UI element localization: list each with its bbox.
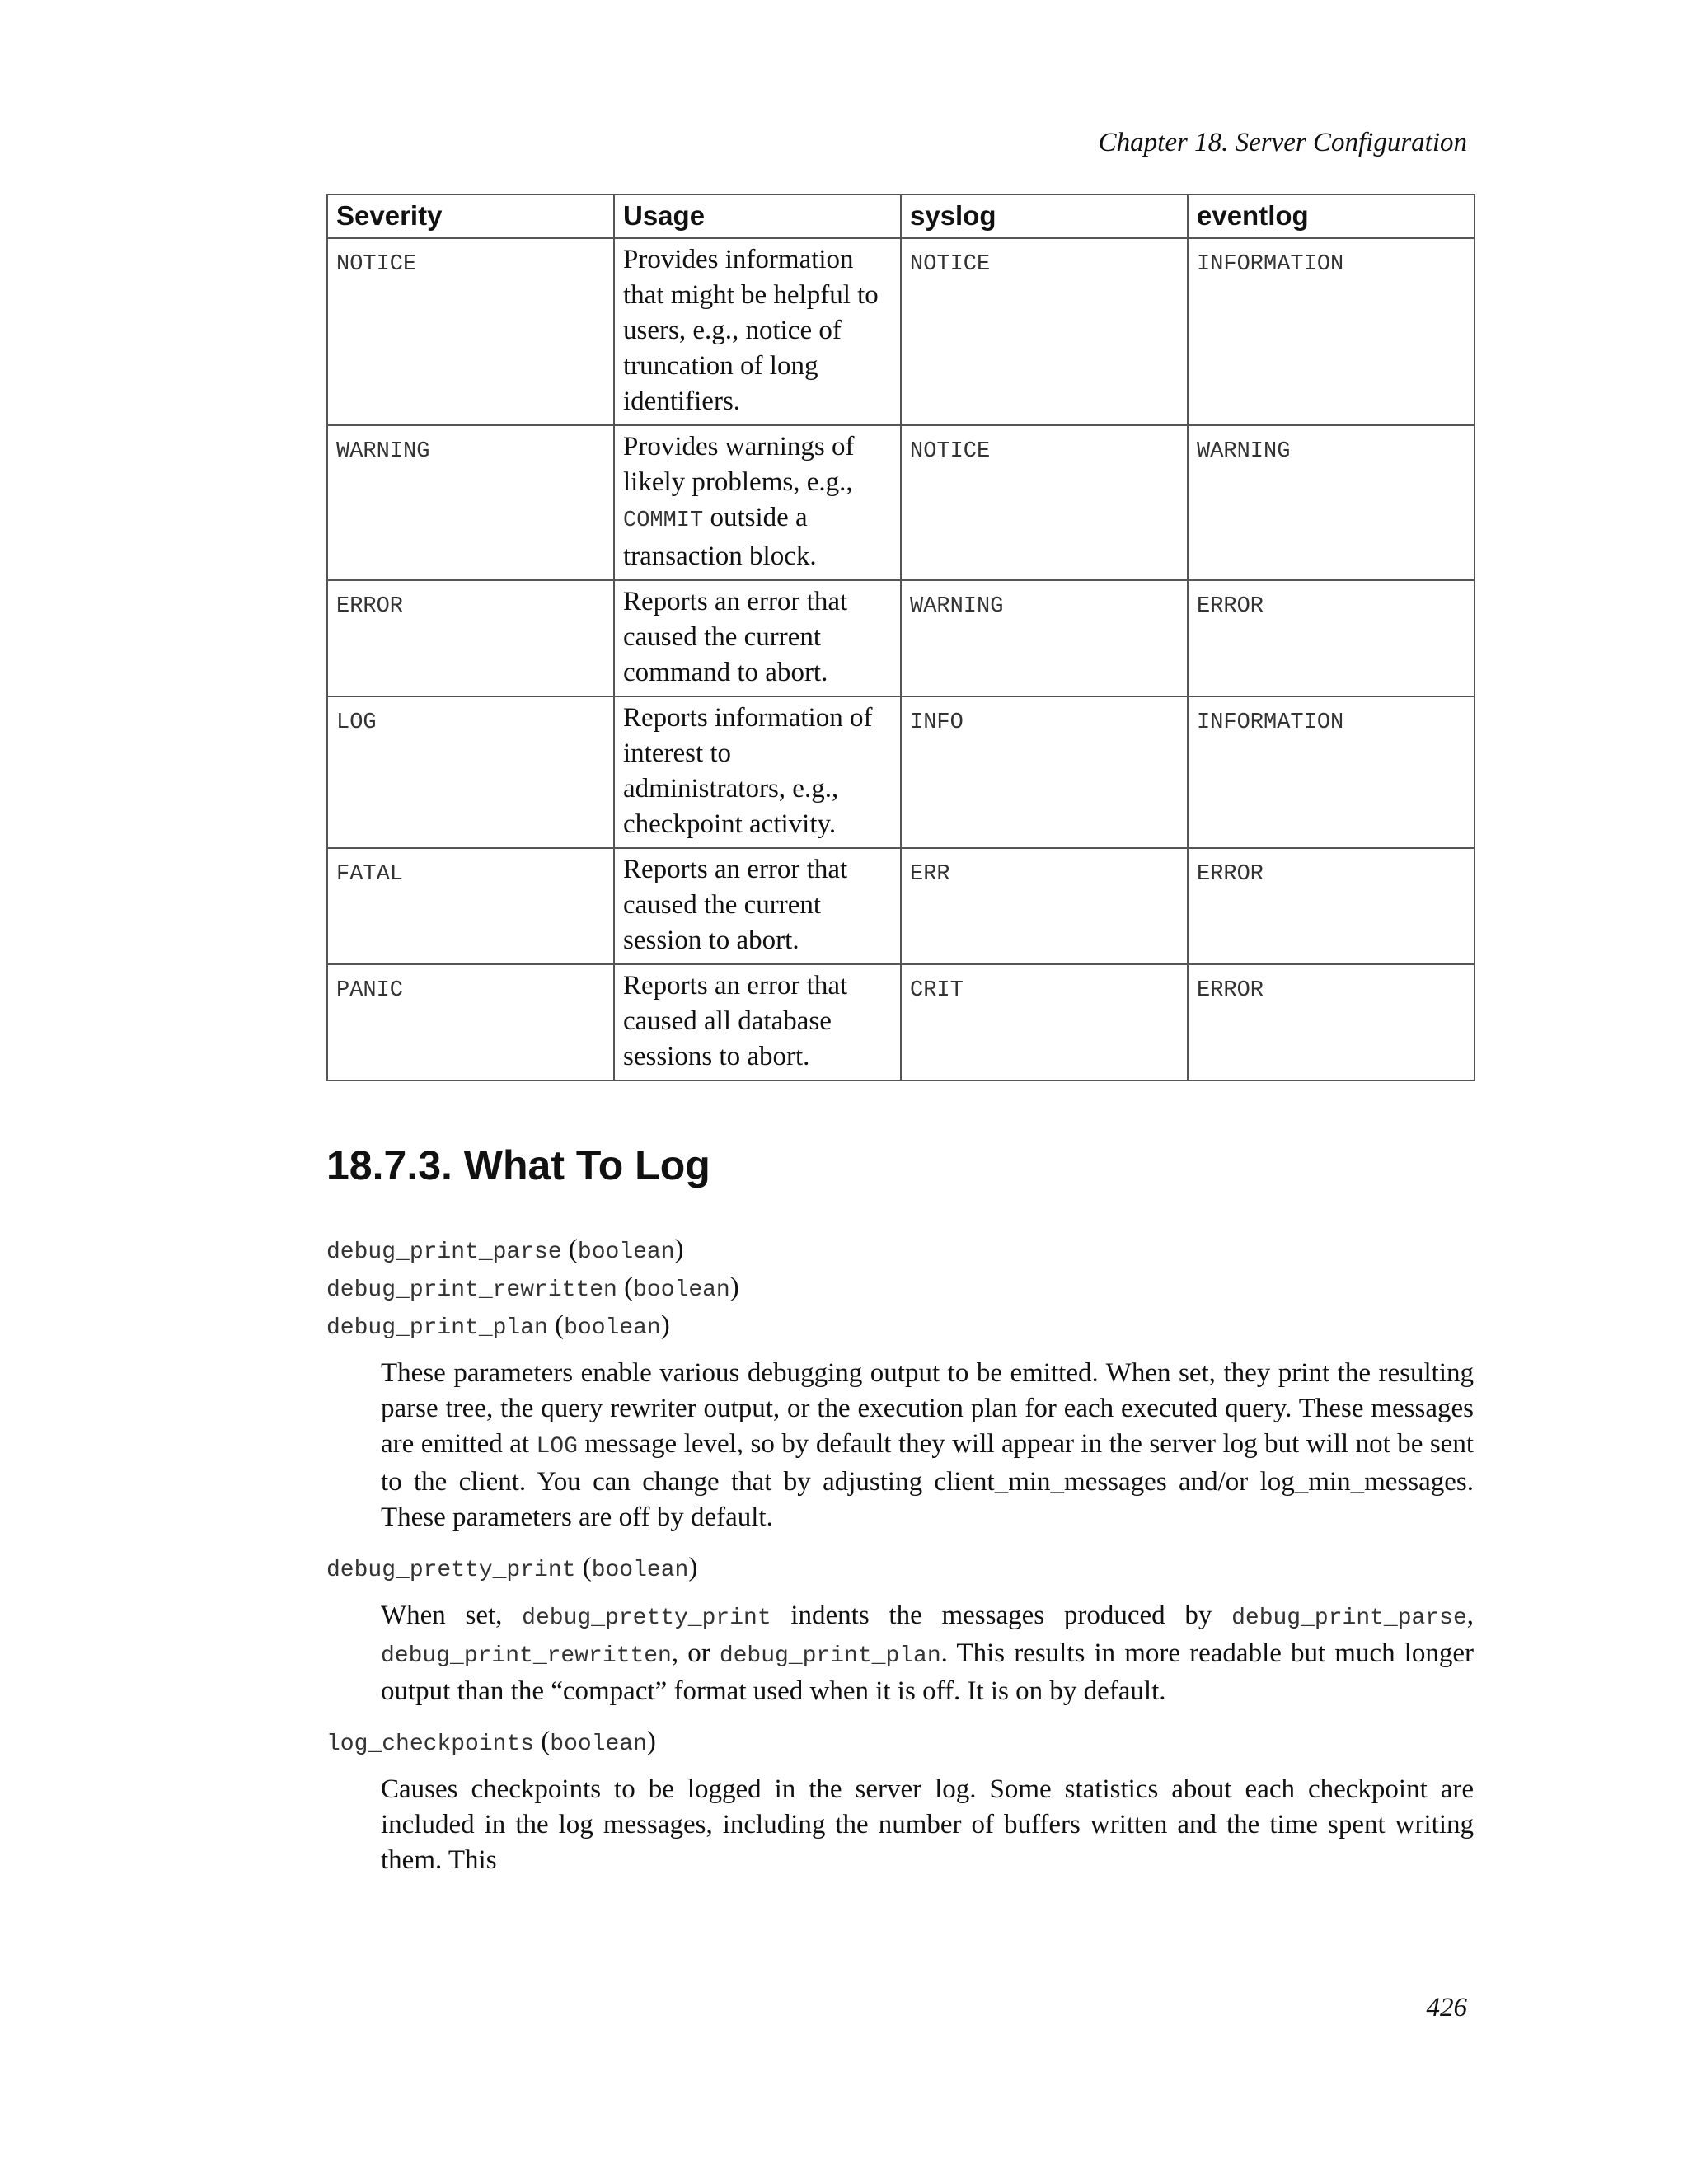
usage-line: caused the current [623,890,822,920]
severity-cell: LOG [327,696,614,848]
table-row [327,848,1475,964]
section-body [326,1232,1474,1893]
severity-cell: NOTICE [327,238,614,425]
usage-line: Reports an error that [623,587,848,616]
description-text: message level, so by default they will appear in the server log but will not be sent to the client. You can change that by adjusting client_min_messages and/or log_min_messages. These parameters are off by default. [381,1429,1474,1532]
description-text: When set, [381,1601,523,1630]
inline-code: COMMIT [623,509,704,533]
inline-code: debug_print_parse [1231,1605,1467,1631]
usage-line: session to abort. [623,926,799,955]
eventlog-cell: ERROR [1188,964,1475,1080]
eventlog-cell: ERROR [1188,848,1475,964]
severity-cell: PANIC [327,964,614,1080]
inline-code: debug_print_plan [719,1643,941,1669]
usage-line: interest to [623,738,732,768]
usage-line: identifiers. [623,387,741,416]
table-row [327,696,1475,848]
parameter-type: boolean [550,1732,647,1757]
running-header: Chapter 18. Server Configuration [1098,128,1467,157]
severity-cell: WARNING [327,425,614,580]
usage-line: likely problems, e.g., [623,467,853,497]
usage-line: Reports an error that [623,971,848,1001]
inline-code: debug_print_rewritten [381,1643,672,1669]
usage-line: truncation of long [623,351,818,381]
eventlog-cell: ERROR [1188,580,1475,696]
parameter-name: debug_print_plan [326,1315,548,1341]
page-number: 426 [1426,1993,1467,2022]
usage-cell [614,238,901,425]
usage-cell [614,580,901,696]
eventlog-cell: WARNING [1188,425,1475,580]
eventlog-cell: INFORMATION [1188,238,1475,425]
parameter-term: debug_print_plan (boolean) [326,1310,670,1341]
description-text: . This results in more readable but much longer output than the “compact” format used when it is off. It is on by default. [381,1638,1474,1706]
parameter-type: boolean [591,1558,689,1583]
column-header-eventlog: eventlog [1188,194,1475,238]
usage-line: caused all database [623,1006,832,1036]
parameter-description: Causes checkpoints to be logged in the server log. Some statistics about each checkpoint are included in the log messages, including the number of buffers written and the time spent writing them. This [381,1774,1474,1875]
parameter-name: debug_pretty_print [326,1558,576,1583]
usage-line: Reports an error that [623,855,848,884]
usage-line: sessions to abort. [623,1042,810,1071]
parameter-term: log_checkpoints (boolean) [326,1727,656,1757]
parameter-description [381,1598,1474,1709]
usage-line: administrators, e.g., [623,774,839,804]
table-row [327,964,1475,1080]
usage-line: Provides warnings of [623,432,855,462]
usage-line: that might be helpful to [623,280,879,310]
usage-cell [614,696,901,848]
description-text: These parameters enable various debugging output to be emitted. When set, they print the resulting parse tree, the query rewriter output, or the execution plan for each executed query. These messages are emitted at [381,1358,1474,1459]
parameter-name: debug_print_rewritten [326,1277,617,1303]
syslog-cell: NOTICE [901,238,1188,425]
parameter-term: debug_print_rewritten (boolean) [326,1272,739,1303]
usage-line: Provides information [623,245,854,274]
inline-code: LOG [536,1434,578,1460]
syslog-cell: ERR [901,848,1188,964]
column-header-usage: Usage [614,194,901,238]
usage-line: caused the current [623,622,822,652]
usage-cell [614,848,901,964]
description-text: , [1466,1601,1474,1630]
description-text: indents the messages produced by [771,1601,1232,1630]
syslog-cell: INFO [901,696,1188,848]
parameter-name: log_checkpoints [326,1732,535,1757]
usage-line: users, e.g., notice of [623,316,842,345]
syslog-cell: CRIT [901,964,1188,1080]
parameter-type: boolean [564,1315,661,1341]
usage-line: command to abort. [623,658,828,687]
table-row [327,580,1475,696]
usage-line: Reports information of [623,703,873,733]
parameter-type: boolean [577,1240,675,1265]
parameter-type: boolean [633,1277,730,1303]
column-header-syslog: syslog [901,194,1188,238]
eventlog-cell: INFORMATION [1188,696,1475,848]
syslog-cell: WARNING [901,580,1188,696]
usage-text: outside a [703,503,808,532]
column-header-severity: Severity [327,194,614,238]
severity-cell: ERROR [327,580,614,696]
section-title: 18.7.3. What To Log [326,1142,710,1188]
parameter-description [381,1356,1474,1535]
parameter-term: debug_print_parse (boolean) [326,1235,684,1265]
table-row [327,425,1475,580]
inline-code: debug_pretty_print [522,1605,771,1631]
usage-cell [614,425,901,580]
table-header-row [327,194,1475,238]
parameter-name: debug_print_parse [326,1240,562,1265]
usage-line: checkpoint activity. [623,809,837,839]
syslog-cell: NOTICE [901,425,1188,580]
table-row [327,238,1475,425]
parameter-term: debug_pretty_print (boolean) [326,1553,698,1583]
description-text: , or [671,1638,720,1668]
usage-cell [614,964,901,1080]
severity-cell: FATAL [327,848,614,964]
usage-line: transaction block. [623,541,817,571]
severity-table [326,194,1475,1081]
